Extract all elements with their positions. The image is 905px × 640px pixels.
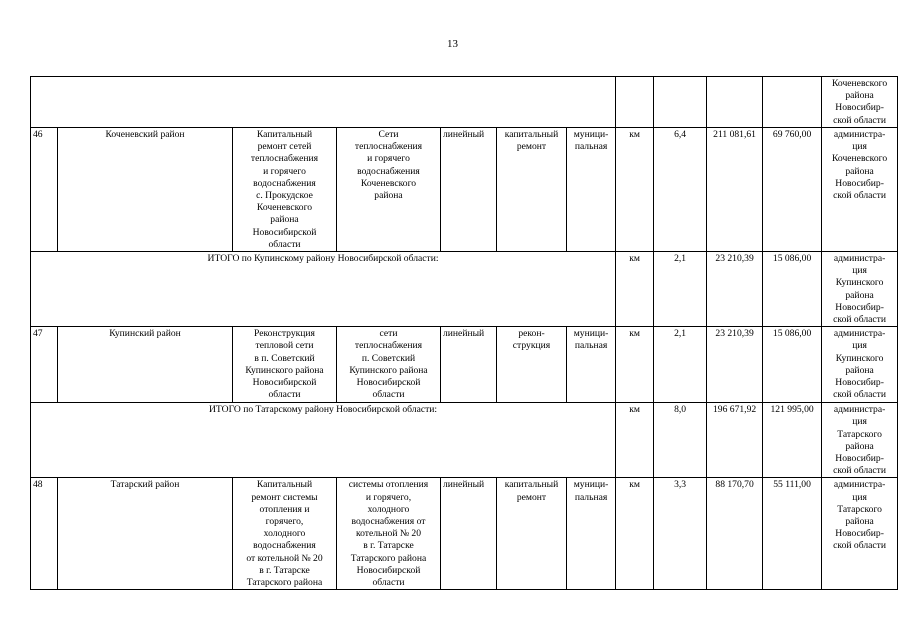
admin-cell: администра- ция Татарского района Новосибир- ской области (822, 403, 898, 478)
district-cell: Коченевский район (58, 128, 233, 252)
admin-cell: Коченевского района Новосибир- ской области (822, 77, 898, 128)
unit-cell: км (616, 252, 654, 327)
page-number: 13 (447, 38, 458, 50)
object-cell: системы отопления и горячего, холодного водоснабжения от котельной № 20 в г. Татарске Татарского района Новосибирской области (337, 478, 441, 590)
funds-cell: 55 111,00 (763, 478, 822, 590)
table-row (31, 478, 898, 590)
admin-cell: администра- ция Купинского района Новосибир- ской области (822, 327, 898, 403)
district-cell: Татарский район (58, 478, 233, 590)
row-number-cell: 46 (31, 128, 58, 252)
quantity-cell: 6,4 (654, 128, 707, 252)
kind-cell: линейный (441, 128, 497, 252)
cost-cell: 23 210,39 (707, 252, 763, 327)
unit-cell: км (616, 403, 654, 478)
row-number-cell: 48 (31, 478, 58, 590)
unit-cell: км (616, 128, 654, 252)
unit-cell: км (616, 478, 654, 590)
kind-cell: линейный (441, 327, 497, 403)
work-type-cell: капитальный ремонт (497, 128, 567, 252)
quantity-cell: 2,1 (654, 327, 707, 403)
cost-cell: 196 671,92 (707, 403, 763, 478)
total-row (31, 252, 898, 327)
total-row (31, 403, 898, 478)
admin-cell: администра- ция Купинского района Новосибир- ской области (822, 252, 898, 327)
funds-cell: 121 995,00 (763, 403, 822, 478)
row-number-cell: 47 (31, 327, 58, 403)
cost-cell: 23 210,39 (707, 327, 763, 403)
table-row (31, 128, 898, 252)
work-type-cell: рекон- струкция (497, 327, 567, 403)
funds-cell: 15 086,00 (763, 327, 822, 403)
cost-cell: 211 081,61 (707, 128, 763, 252)
project-cell: Реконструкция тепловой сети в п. Советский Купинского района Новосибирской области (233, 327, 337, 403)
total-label: ИТОГО по Купинскому району Новосибирской области: (31, 252, 616, 327)
quantity-cell: 8,0 (654, 403, 707, 478)
ownership-cell: муници- пальная (567, 478, 616, 590)
funds-cell: 69 760,00 (763, 128, 822, 252)
cost-cell: 88 170,70 (707, 478, 763, 590)
kind-cell: линейный (441, 478, 497, 590)
total-label: ИТОГО по Татарскому району Новосибирской области: (31, 403, 616, 478)
work-type-cell: капитальный ремонт (497, 478, 567, 590)
data-table (30, 76, 898, 590)
admin-cell: администра- ция Коченевского района Новосибир- ской области (822, 128, 898, 252)
ownership-cell: муници- пальная (567, 327, 616, 403)
table-row (31, 327, 898, 403)
object-cell: Сети теплоснабжения и горячего водоснабжения Коченевского района (337, 128, 441, 252)
ownership-cell: муници- пальная (567, 128, 616, 252)
quantity-cell: 2,1 (654, 252, 707, 327)
object-cell: сети теплоснабжения п. Советский Купинского района Новосибирской области (337, 327, 441, 403)
project-cell: Капитальный ремонт сетей теплоснабжения и горячего водоснабжения с. Прокудское Коченевского района Новосибирской области (233, 128, 337, 252)
project-cell: Капитальный ремонт системы отопления и горячего, холодного водоснабжения от котельной № 20 в г. Татарске Татарского района (233, 478, 337, 590)
district-cell: Купинский район (58, 327, 233, 403)
funds-cell: 15 086,00 (763, 252, 822, 327)
unit-cell: км (616, 327, 654, 403)
quantity-cell: 3,3 (654, 478, 707, 590)
admin-cell: администра- ция Татарского района Новосибир- ской области (822, 478, 898, 590)
table-row-continuation (31, 77, 898, 128)
